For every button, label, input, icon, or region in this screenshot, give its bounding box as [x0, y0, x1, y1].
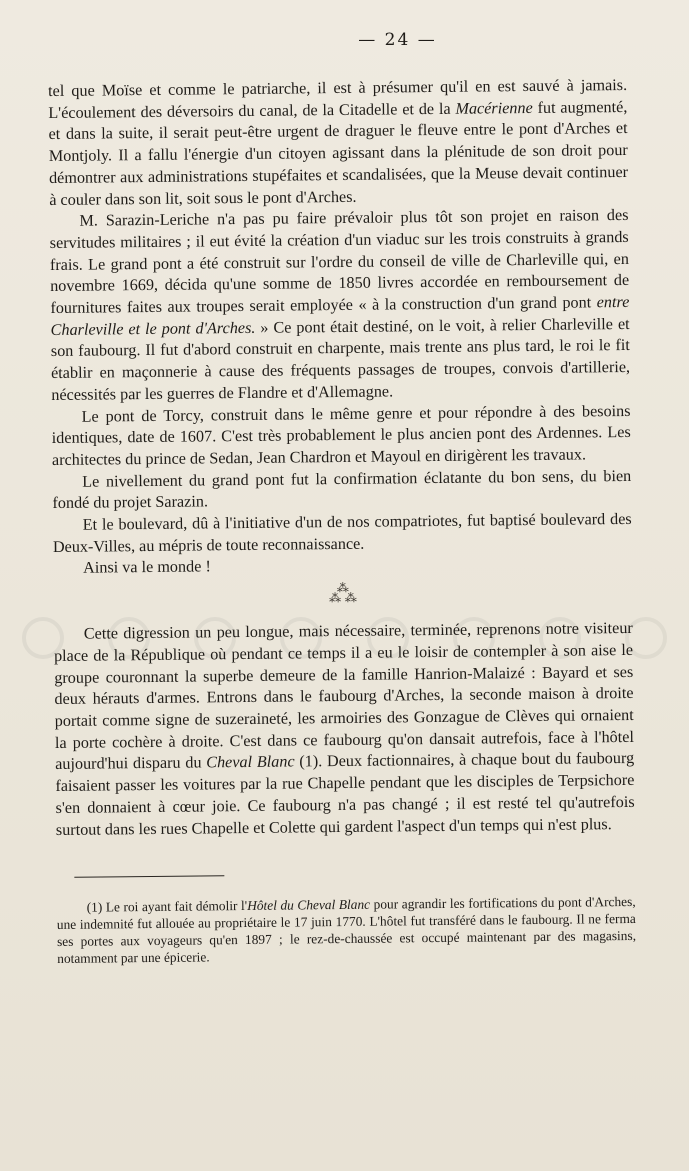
- text-run: M. Sarazin-Leriche n'a pas pu faire prévaloir plus tôt son projet en raison des servitudes militaires ; il eut évité la création d'un viaduc sur les trois construits à grands frais. Le grand pont a été construit sur l'ordre du conseil de ville de Charleville qui, en novembre 1669, décida qu'une somme de 1850 livres accordée en remboursement de fournitures faites aux troupes serait employée « à la construction d'un grand pont: [49, 206, 630, 318]
- section-ornament: [53, 580, 632, 606]
- text-run: Et le boulevard, dû à l'initiative d'un de nos compatriotes, fut baptisé boulevard des Deux-Villes, au mépris de toute reconnaissance.: [52, 510, 632, 556]
- footnote-section: [57, 894, 637, 967]
- paragraph: [49, 205, 630, 406]
- text-run: Le nivellement du grand pont fut la confirmation éclatante du bon sens, du bien fondé du projet Sarazin.: [52, 466, 632, 513]
- footnote-text: [57, 894, 637, 967]
- footnote-divider: [74, 875, 224, 878]
- text-run: Le pont de Torcy, construit dans le même genre et pour répondre à des besoins identiques, date de 1607. C'est très probablement le plus ancien pont des Ardennes. Les architectes du prince de Sedan, Jean Chardron et Mayoul en dirigèrent les travaux.: [51, 401, 631, 469]
- text-run: Ainsi va le monde !: [83, 557, 211, 578]
- text-run: pour agrandir les fortifications du pont d'Arches, une indemnité fut allouée au propriétaire le 17 juin 1770. L'hôtel fut transféré dans le faubourg. Il ne ferma ses portes aux voyageurs qu'en 1897 ; le rez-de-chaussée est occupé maintenant par des magasins, notamment par une épicerie.: [56, 894, 637, 966]
- text-run: tel que Moïse et comme le patriarche, il est à présumer qu'il en est sauvé à jamais. L'écoulement des déversoirs du canal, de la Citadelle et de la: [48, 75, 628, 122]
- italic-text: Cheval Blanc: [206, 752, 295, 772]
- text-run: Cette digression un peu longue, mais nécessaire, terminée, reprenons notre visiteur place de la République où pendant ce temps il a eu le loisir de contempler à son aise le groupe couronnant la superbe demeure de la famille Hanrion-Malaizé : Bayard et ses deux hérauts d'armes. Entrons dans le faubourg d'Arches, la seconde maison à droite portait comme signe de suzeraineté, les armoiries des Gonzague de Clèves qui ornaient la porte cochère à droite. C'est dans ce faubourg qu'on dansait autrefois, face à l'hôtel aujourd'hui disparu du: [53, 619, 635, 774]
- italic-text: Hôtel du Cheval Blanc: [247, 896, 371, 914]
- text-section-2: [54, 618, 635, 841]
- paragraph: [51, 400, 631, 471]
- paragraph: [53, 552, 632, 580]
- paragraph: [48, 75, 628, 211]
- italic-text: Macérienne: [455, 98, 533, 118]
- ornament-bottom: ⁂ ⁂: [328, 590, 357, 606]
- text-run: fut augmenté, et dans la suite, il serait peut-être urgent de draguer le fleuve entre le pont d'Arches et Montjoly. Il a fallu l'énergie d'un citoyen agissant dans la plénitude de son droit pour démontrer aux administrations stupéfaites et scandalisées, que la Meuse devait continuer à couler dans son lit, soit sous le pont d'Arches.: [48, 97, 629, 209]
- text-run: (1) Le roi ayant fait démolir l': [86, 898, 248, 915]
- body-text: [48, 75, 636, 967]
- page-number: — 24 —: [358, 30, 437, 50]
- text-section-1: [48, 75, 632, 580]
- paragraph: [53, 509, 632, 558]
- text-run: » Ce pont était destiné, on le voit, à relier Charleville et son faubourg. Il fut d'abord construit en charpente, mais trente ans plus tard, le roi le fit établir en maçonnerie à cause des fréquents passages de troupes, convois d'artillerie, nécessités par les guerres de Flandre et d'Allemagne.: [50, 314, 631, 404]
- italic-text: entre Charleville et le pont d'Arches.: [50, 292, 630, 339]
- ornament-top: ⁂: [336, 581, 349, 596]
- paragraph: [52, 466, 631, 515]
- paragraph: [54, 618, 635, 841]
- text-run: (1). Deux factionnaires, à chaque bout du faubourg faisaient passer les voitures par la rue Chapelle pendant que les disciples de Terpsichore s'en donnaient à cœur joie. Ce faubourg n'a pas changé ; il est resté tel qu'autrefois surtout dans les rues Chapelle et Colette qui gardent l'aspect d'un temps qui n'est plus.: [55, 749, 635, 839]
